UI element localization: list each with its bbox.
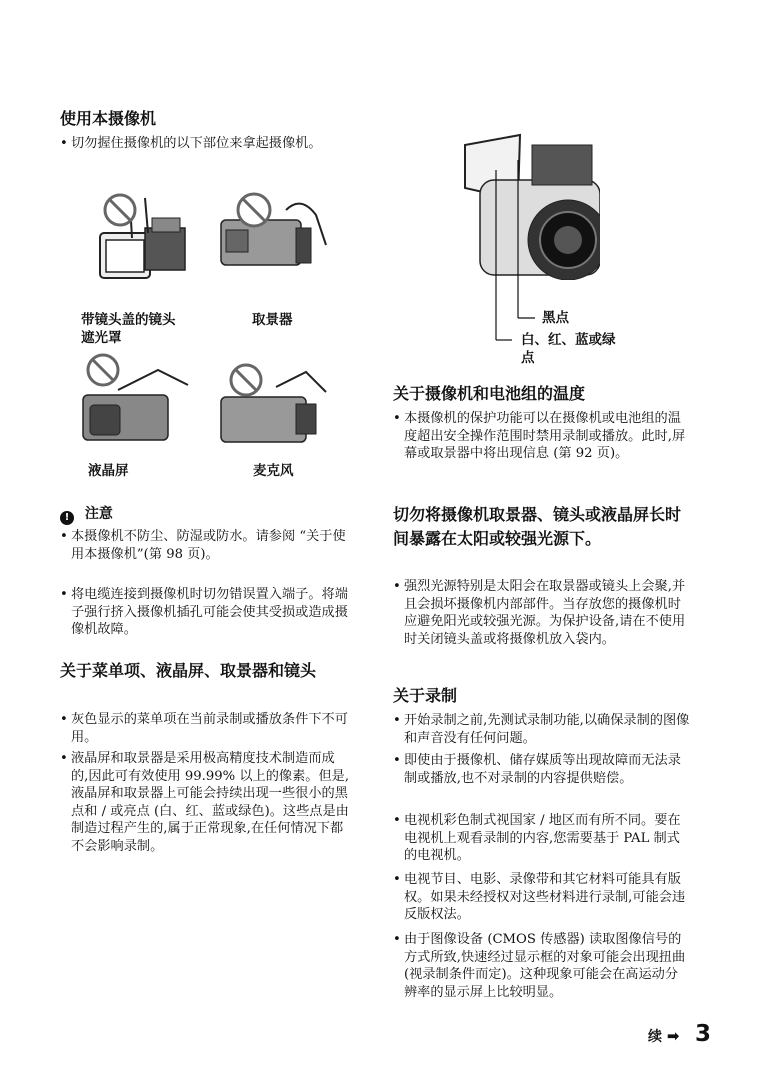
recording-bullet-5: • 由于图像设备 (CMOS 传感器) 读取图像信号的方式所致,快速经过显示框的对象可能会出现扭曲 (视录制条件而定)。这种现象可能会在高运动分辨率的显示屏上比较明显。	[393, 931, 691, 1001]
section-title-using-camera: 使用本摄像机	[60, 109, 157, 128]
section-title-sunlight: 切勿将摄像机取景器、镜头或液晶屏长时间暴露在太阳或较强光源下。	[393, 505, 682, 548]
note-icon: !	[60, 511, 74, 525]
arrow-right-icon: ➡	[666, 1027, 680, 1045]
note-bullet-2: • 将电缆连接到摄像机时切勿错误置入端子。将端子强行挤入摄像机插孔可能会使其受损或造成摄像机故障。	[60, 586, 351, 639]
label-color-dots: 白、红、蓝或绿点	[521, 332, 616, 366]
recording-bullet-1: • 开始录制之前,先测试录制功能,以确保录制的图像和声音没有任何问题。	[393, 712, 691, 747]
note-heading	[60, 505, 113, 525]
section-title-temperature: 关于摄像机和电池组的温度	[393, 384, 586, 403]
camera-illustration-mic	[216, 362, 336, 452]
note-title: 注意	[84, 506, 113, 522]
menu-bullet-2: • 液晶屏和取景器是采用极高精度技术制造而成的,因此可有效使用 99.99% 以上的像素。但是,液晶屏和取景器上可能会持续出现一些很小的黑点和 / 或亮点 (白、红、蓝或绿色)。这些点是由制造过程产生的,属于正常现象,在任何情况下都不会影响录制。	[60, 750, 351, 855]
camera-illustration-viewfinder	[216, 190, 336, 285]
caption-viewfinder: 取景器	[252, 312, 293, 328]
recording-bullet-4: • 电视节目、电影、录像带和其它材料可能具有版权。如果未经授权对这些材料进行录制,可能会违反版权法。	[393, 871, 691, 924]
label-black-dots: 黑点	[542, 310, 569, 326]
page-number: 3	[695, 1021, 712, 1047]
menu-bullet-1: • 灰色显示的菜单项在当前录制或播放条件下不可用。	[60, 711, 351, 746]
section-title-recording: 关于录制	[393, 686, 458, 705]
section-title-menu-lcd: 关于菜单项、液晶屏、取景器和镜头	[60, 661, 317, 680]
temperature-bullet: • 本摄像机的保护功能可以在摄像机或电池组的温度超出安全操作范围时禁用录制或播放。此时,屏幕或取景器中将出现信息 (第 92 页)。	[393, 410, 691, 463]
camera-illustration-lens-hood	[90, 188, 190, 298]
recording-bullet-2: • 即使由于摄像机、储存媒质等出现故障而无法录制或播放,也不对录制的内容提供赔偿。	[393, 752, 691, 787]
caption-lens-hood: 带镜头盖的镜头遮光罩	[81, 312, 176, 346]
recording-bullet-3: • 电视机彩色制式视国家 / 地区而有所不同。要在电视机上观看录制的内容,您需要基于 PAL 制式的电视机。	[393, 812, 691, 865]
footer-continued	[648, 1026, 679, 1047]
camera-illustration-lcd	[78, 350, 198, 450]
caption-mic: 麦克风	[253, 463, 294, 479]
figure-leader-lines	[490, 160, 540, 350]
bullet-holding: • 切勿握住摄像机的以下部位来拿起摄像机。	[60, 135, 351, 153]
caption-lcd: 液晶屏	[88, 463, 129, 479]
sunlight-bullet: • 强烈光源特别是太阳会在取景器或镜头上会聚,并且会损坏摄像机内部部件。当存放您的摄像机时应避免阳光或较强光源。为保护设备,请在不使用时关闭镜头盖或将摄像机放入袋内。	[393, 578, 691, 648]
continued-text: 续	[648, 1029, 662, 1045]
note-bullet-1: • 本摄像机不防尘、防湿或防水。请参阅 “关于使用本摄像机”(第 98 页)。	[60, 528, 351, 563]
